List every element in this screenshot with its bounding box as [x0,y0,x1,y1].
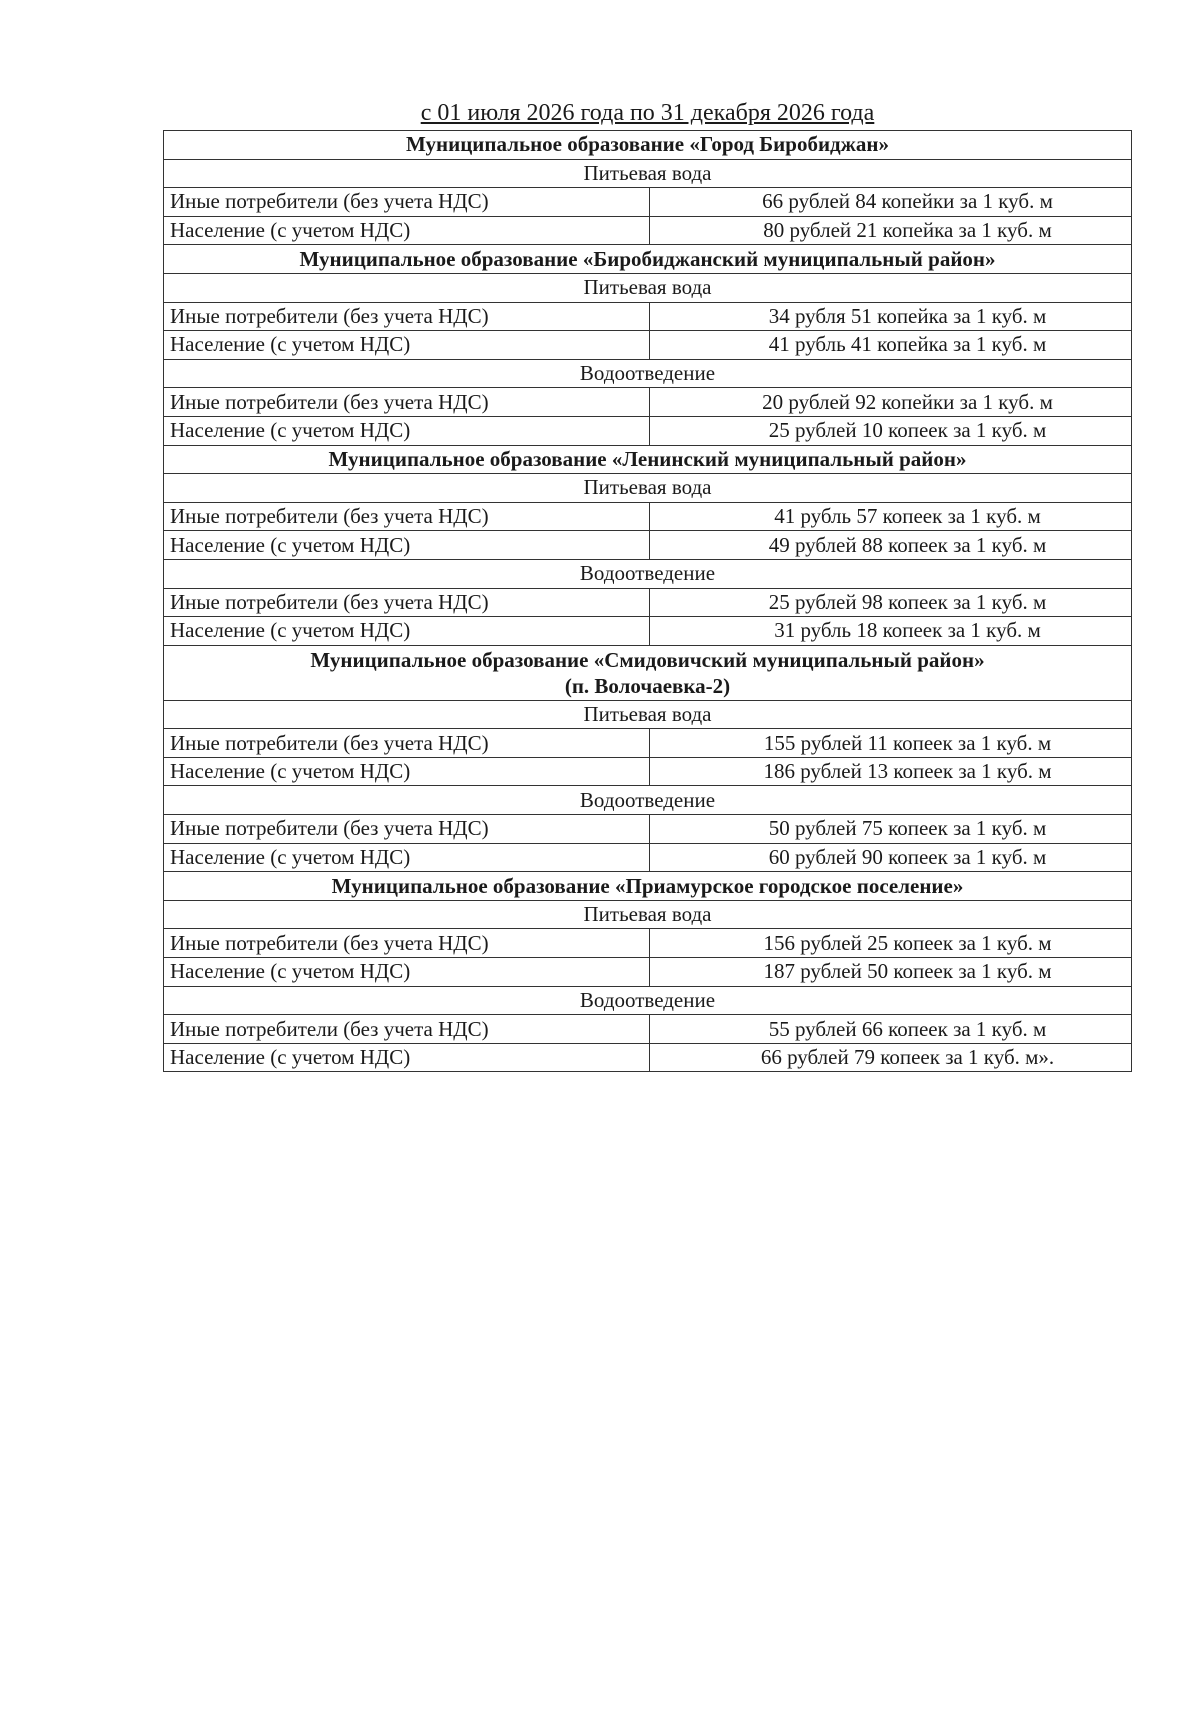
consumer-cell: Иные потребители (без учета НДС) [164,188,650,217]
consumer-cell: Население (с учетом НДС) [164,843,650,872]
section-title: Муниципальное образование «Биробиджанский муниципальный район» [299,246,996,271]
section-title: Муниципальное образование «Ленинский муниципальный район» [328,446,967,471]
consumer-cell: Иные потребители (без учета НДС) [164,929,650,958]
table-row [164,617,1132,646]
tariff-cell: 60 рублей 90 копеек за 1 куб. м [650,843,1132,872]
service-name: Водоотведение [164,559,1132,588]
table-row [164,216,1132,245]
section-title-cell [164,872,1132,901]
section-title-cell [164,645,1132,700]
consumer-cell: Иные потребители (без учета НДС) [164,502,650,531]
consumer-cell: Иные потребители (без учета НДС) [164,815,650,844]
service-name: Водоотведение [164,986,1132,1015]
service-header-row [164,986,1132,1015]
consumer-cell: Население (с учетом НДС) [164,617,650,646]
consumer-cell: Население (с учетом НДС) [164,757,650,786]
tariff-cell: 186 рублей 13 копеек за 1 куб. м [650,757,1132,786]
service-header-row [164,159,1132,188]
section-header-row [164,131,1132,160]
service-header-row [164,559,1132,588]
consumer-cell: Иные потребители (без учета НДС) [164,302,650,331]
consumer-cell: Население (с учетом НДС) [164,216,650,245]
table-row [164,815,1132,844]
consumer-cell: Иные потребители (без учета НДС) [164,1015,650,1044]
section-subtitle: (п. Волочаевка-2) [564,673,731,698]
service-name: Питьевая вода [164,474,1132,503]
tariff-table-body [164,131,1132,1072]
tariff-cell: 25 рублей 98 копеек за 1 куб. м [650,588,1132,617]
service-name: Водоотведение [164,359,1132,388]
section-header-row [164,445,1132,474]
consumer-cell: Иные потребители (без учета НДС) [164,729,650,758]
tariff-cell: 55 рублей 66 копеек за 1 куб. м [650,1015,1132,1044]
consumer-cell: Население (с учетом НДС) [164,416,650,445]
table-row [164,331,1132,360]
service-header-row [164,786,1132,815]
tariff-cell: 41 рубль 57 копеек за 1 куб. м [650,502,1132,531]
table-row [164,302,1132,331]
table-row [164,1043,1132,1072]
tariff-cell: 25 рублей 10 копеек за 1 куб. м [650,416,1132,445]
consumer-cell: Население (с учетом НДС) [164,531,650,560]
section-header-row [164,245,1132,274]
tariff-cell: 66 рублей 84 копейки за 1 куб. м [650,188,1132,217]
section-title: Муниципальное образование «Смидовичский муниципальный район» [310,647,985,672]
service-name: Питьевая вода [164,273,1132,302]
service-header-row [164,359,1132,388]
consumer-cell: Население (с учетом НДС) [164,1043,650,1072]
table-row [164,388,1132,417]
table-row [164,729,1132,758]
table-row [164,416,1132,445]
consumer-cell: Иные потребители (без учета НДС) [164,588,650,617]
service-header-row [164,900,1132,929]
table-row [164,502,1132,531]
table-row [164,929,1132,958]
service-header-row [164,273,1132,302]
consumer-cell: Население (с учетом НДС) [164,331,650,360]
service-name: Питьевая вода [164,900,1132,929]
section-title-cell [164,131,1132,160]
table-row [164,188,1132,217]
table-row [164,843,1132,872]
tariff-cell: 80 рублей 21 копейка за 1 куб. м [650,216,1132,245]
table-row [164,588,1132,617]
service-name: Питьевая вода [164,159,1132,188]
section-header-row [164,872,1132,901]
section-title-cell [164,245,1132,274]
table-row [164,1015,1132,1044]
page-title: с 01 июля 2026 года по 31 декабря 2026 года [420,100,875,126]
service-name: Питьевая вода [164,700,1132,729]
tariff-cell: 49 рублей 88 копеек за 1 куб. м [650,531,1132,560]
tariff-cell: 34 рубля 51 копейка за 1 куб. м [650,302,1132,331]
tariff-cell: 31 рубль 18 копеек за 1 куб. м [650,617,1132,646]
section-title-cell [164,445,1132,474]
section-title: Муниципальное образование «Приамурское городское поселение» [331,873,964,898]
tariff-cell: 50 рублей 75 копеек за 1 куб. м [650,815,1132,844]
tariff-cell: 66 рублей 79 копеек за 1 куб. м». [650,1043,1132,1072]
tariff-cell: 155 рублей 11 копеек за 1 куб. м [650,729,1132,758]
section-header-row [164,645,1132,700]
tariff-cell: 156 рублей 25 копеек за 1 куб. м [650,929,1132,958]
service-header-row [164,474,1132,503]
tariff-cell: 20 рублей 92 копейки за 1 куб. м [650,388,1132,417]
tariff-cell: 41 рубль 41 копейка за 1 куб. м [650,331,1132,360]
consumer-cell: Иные потребители (без учета НДС) [164,388,650,417]
service-header-row [164,700,1132,729]
tariff-table [163,130,1132,1072]
consumer-cell: Население (с учетом НДС) [164,958,650,987]
section-title: Муниципальное образование «Город Биробиджан» [405,132,890,157]
table-row [164,958,1132,987]
table-row [164,757,1132,786]
tariff-cell: 187 рублей 50 копеек за 1 куб. м [650,958,1132,987]
service-name: Водоотведение [164,786,1132,815]
table-row [164,531,1132,560]
